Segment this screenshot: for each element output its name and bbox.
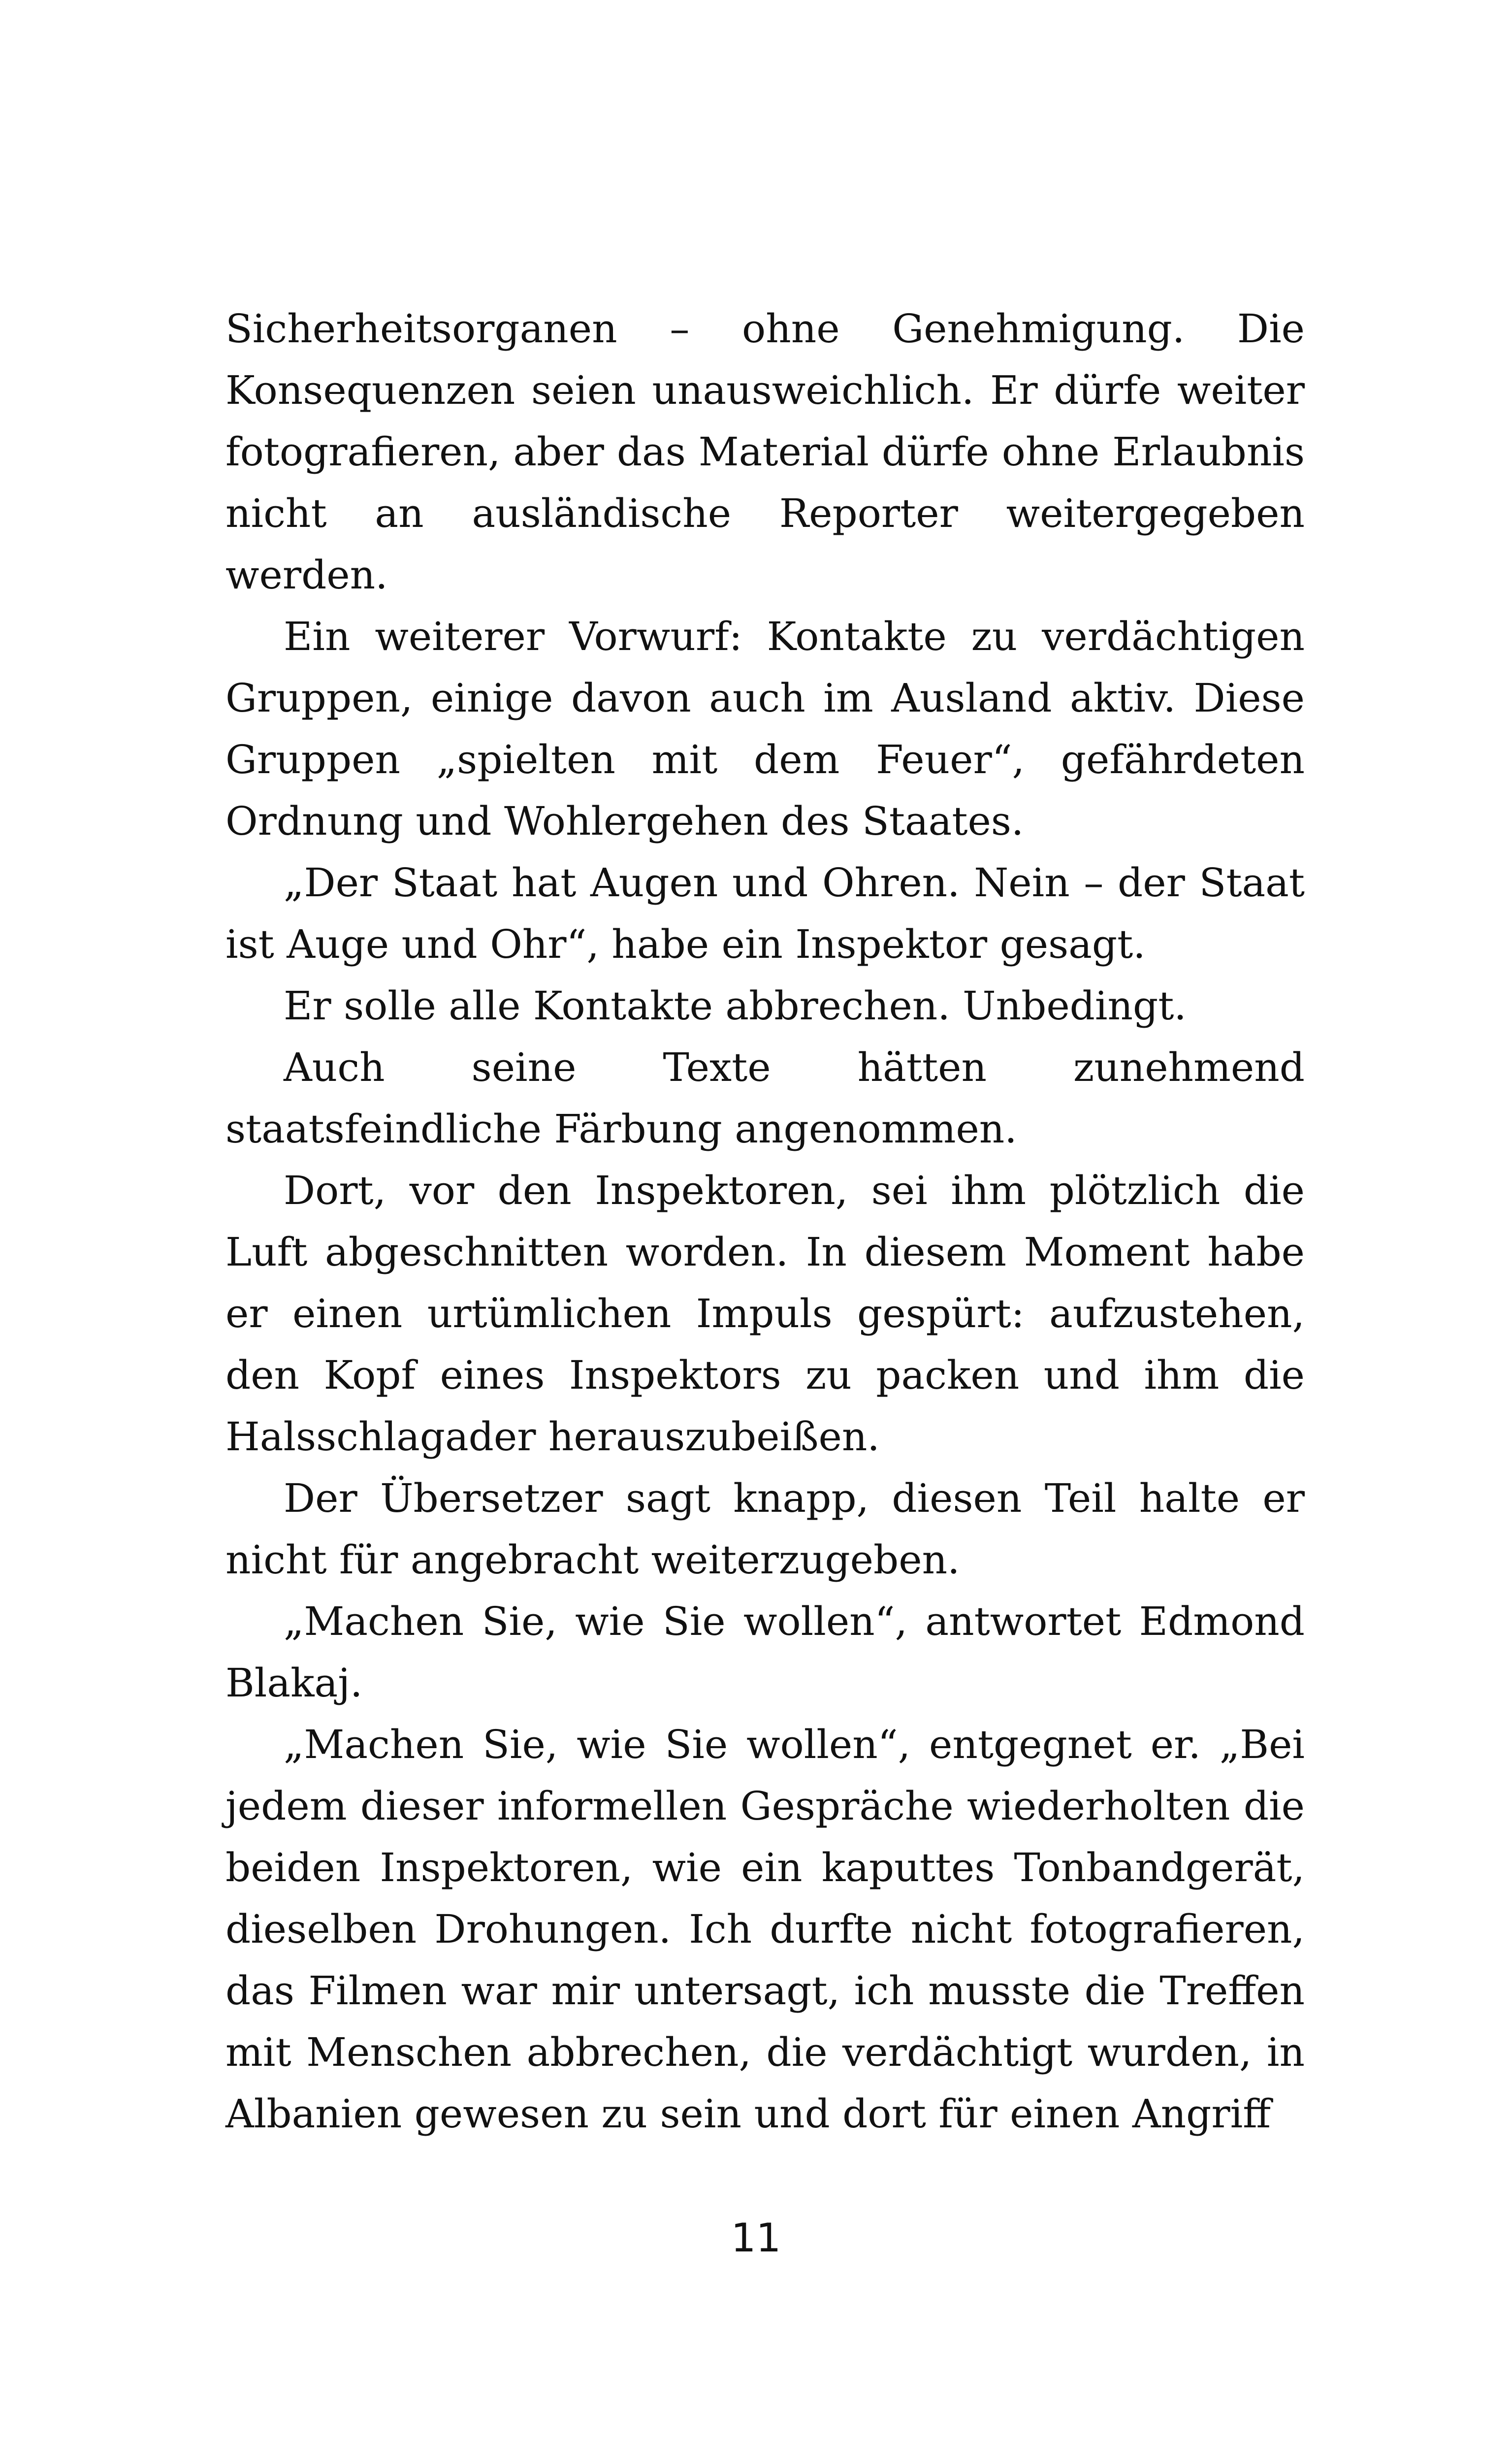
paragraph-3: „Der Staat hat Augen und Ohren. Nein – der Staat ist Auge und Ohr“, habe ein Inspektor gesagt. [225,860,1305,967]
paragraph-9: „Machen Sie, wie Sie wollen“, entgegnet er. „Bei jedem dieser informellen Gespräche wiederholten die beiden Inspektoren, wie ein kaputtes Tonbandgerät, dieselben Drohungen. Ich durfte nicht fotografieren, das Filmen war mir untersagt, ich musste die Treffen mit Menschen abbrechen, die verdächtigt wurden, in Albanien gewesen zu sein und dort für einen Angriff [225,1722,1305,2137]
paragraph-4: Er solle alle Kontakte abbrechen. Unbedingt. [284,983,1187,1029]
paragraph-7: Der Übersetzer sagt knapp, diesen Teil halte er nicht für angebracht weiterzugeben. [225,1475,1305,1583]
paragraph-8: „Machen Sie, wie Sie wollen“, antwortet Edmond Blakaj. [225,1598,1305,1706]
body-text [225,298,1305,2145]
paragraph-2: Ein weiterer Vorwurf: Kontakte zu verdächtigen Gruppen, einige davon auch im Ausland aktiv. Diese Gruppen „spielten mit dem Feuer“, gefährdeten Ordnung und Wohlergehen des Staates. [225,614,1305,844]
page-number: 11 [731,2215,781,2261]
paragraph-1: Sicherheitsorganen – ohne Genehmigung. Die Konsequenzen seien unausweichlich. Er dürfe weiter fotografieren, aber das Material dürfe ohne Erlaubnis nicht an ausländische Reporter weitergegeben werden. [225,306,1305,598]
paragraph-6: Dort, vor den Inspektoren, sei ihm plötzlich die Luft abgeschnitten worden. In diesem Moment habe er einen urtümlichen Impuls gespürt: aufzustehen, den Kopf eines Inspektors zu packen und ihm die Halsschlagader herauszubeißen. [225,1168,1305,1460]
paragraph-5: Auch seine Texte hätten zunehmend staatsfeindliche Färbung angenommen. [225,1044,1305,1152]
